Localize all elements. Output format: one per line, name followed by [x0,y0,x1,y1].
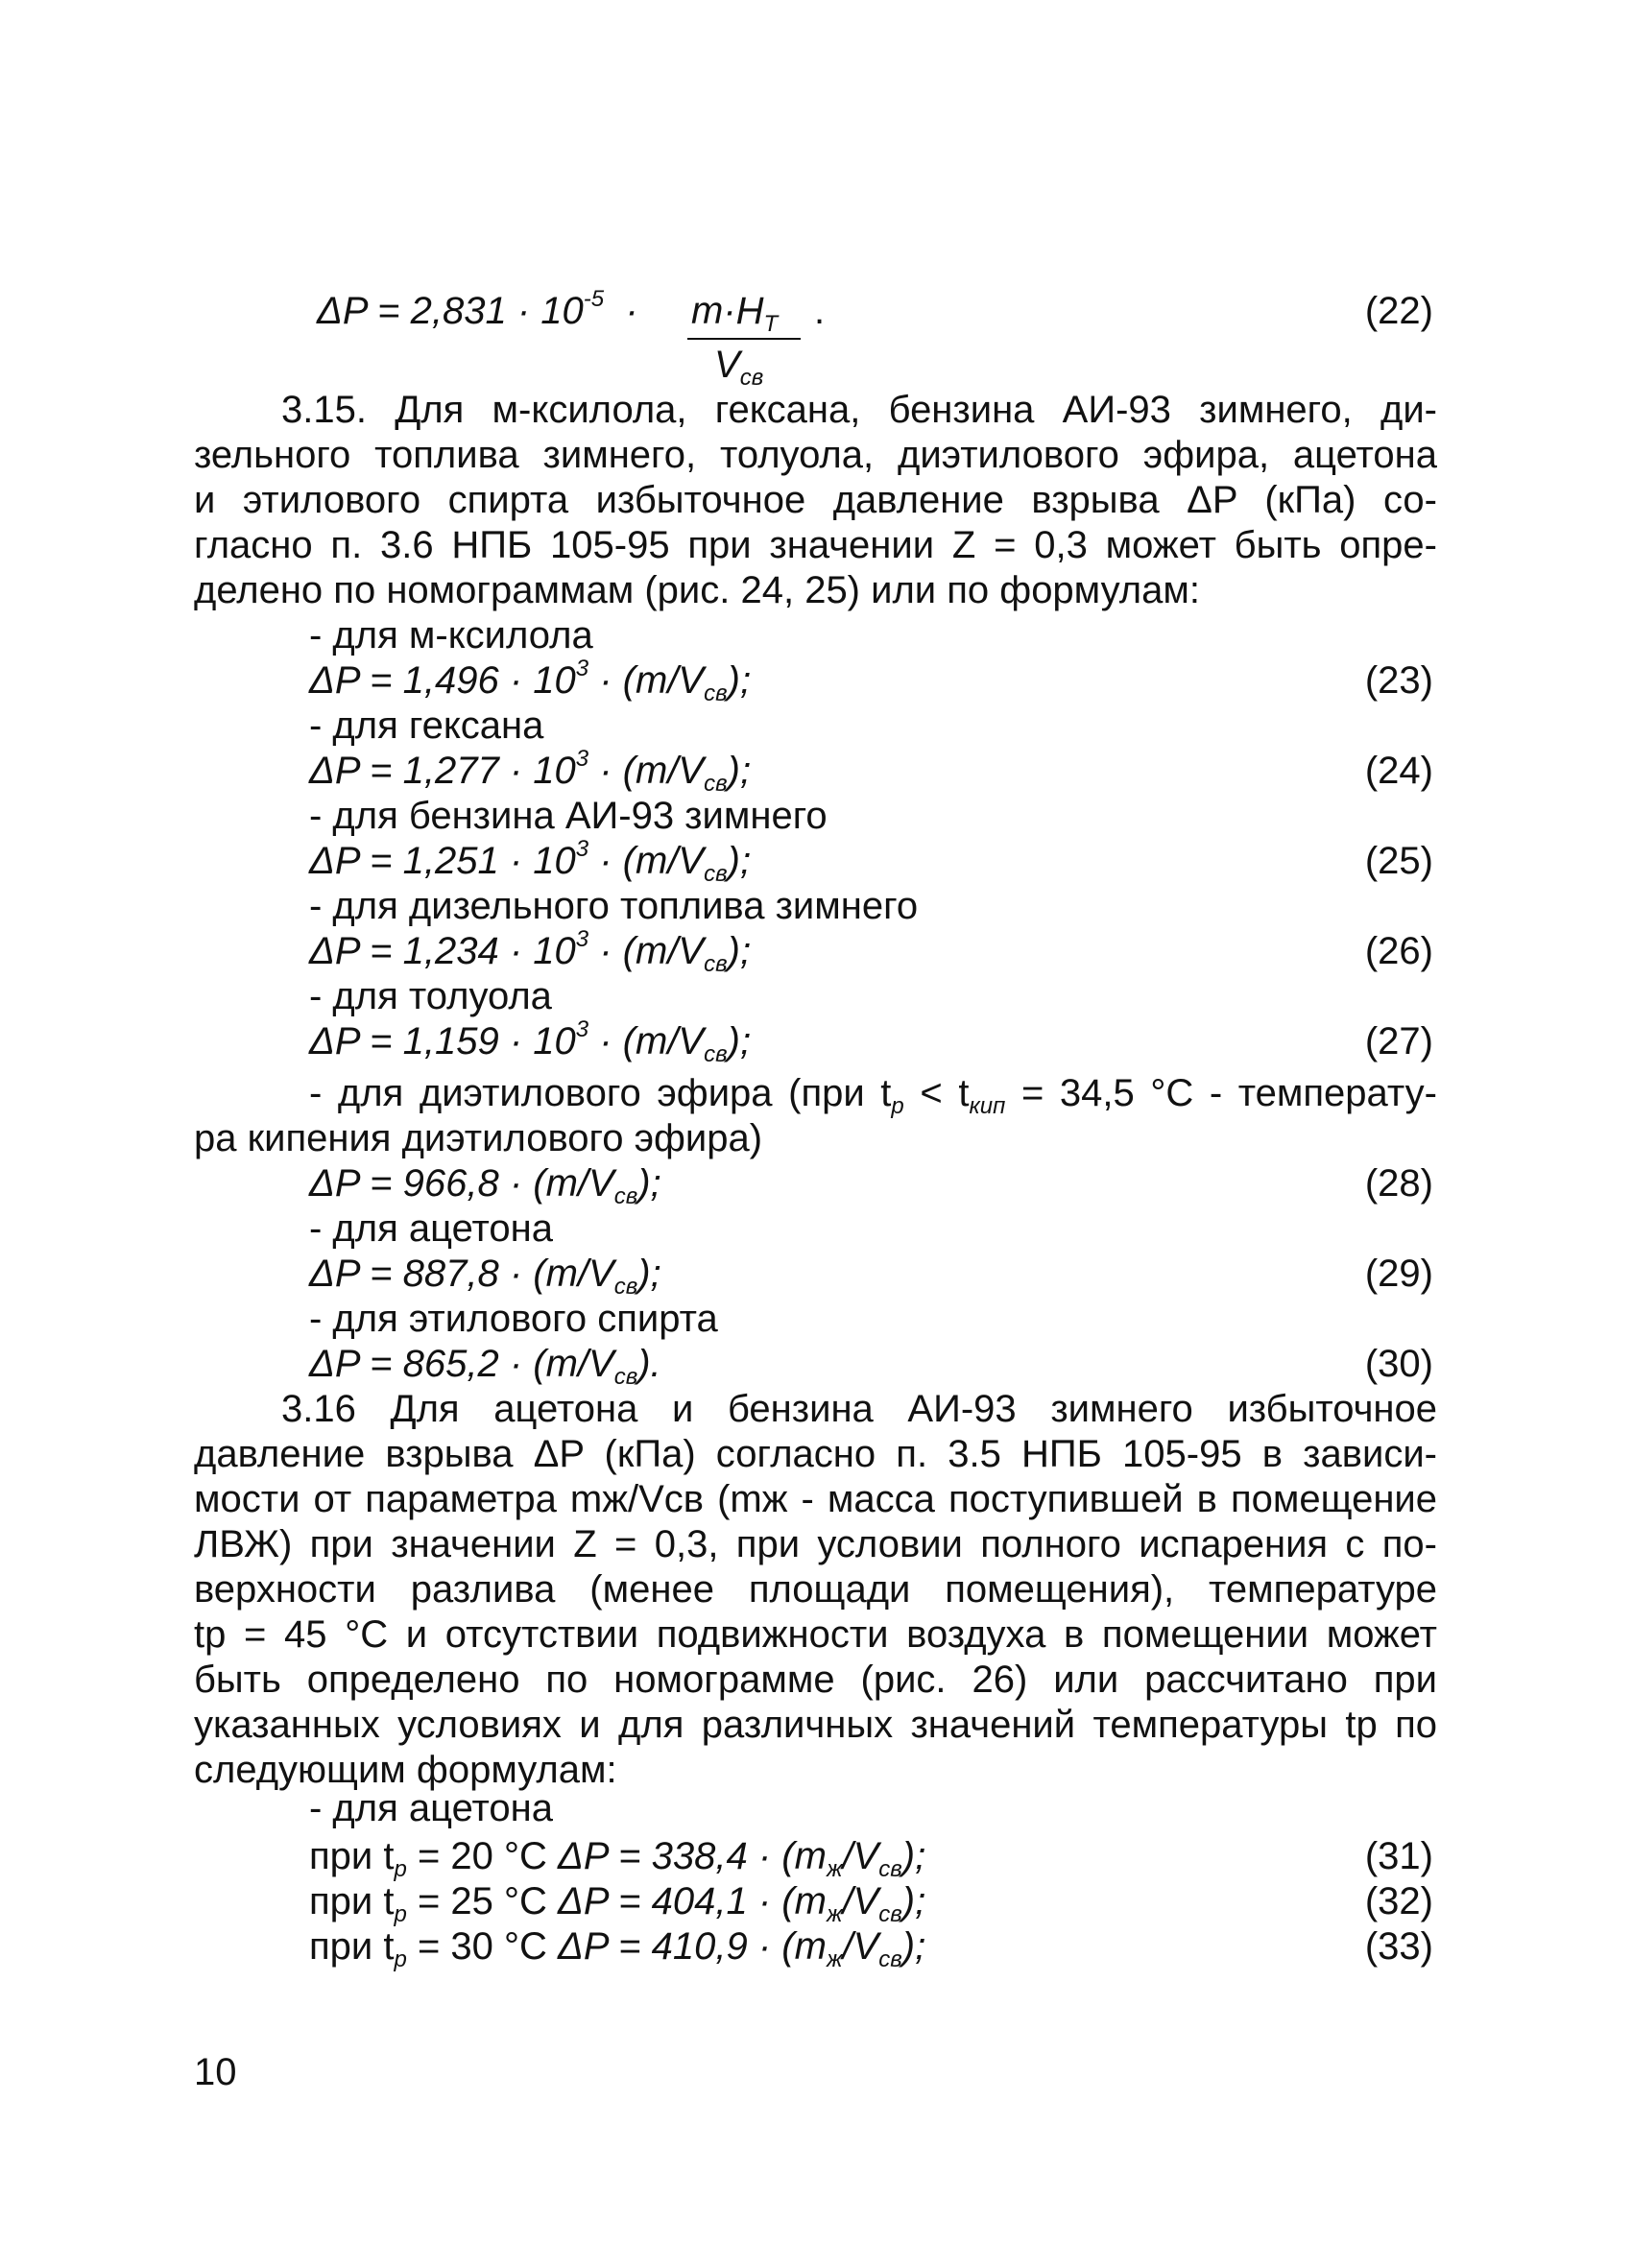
equation-formula [309,1016,752,1067]
p316-line-text: ЛВЖ) при значении Z = 0,3, при условии полного испарения с по- [194,1523,1437,1565]
equation-22 [0,288,1632,403]
acetone-pre: при t [309,1925,395,1968]
ether-lt: < t [903,1072,970,1114]
acetone-sub-p: р [394,1946,407,1972]
eq-rest: · (m/V [588,750,705,792]
acetone-sub-m: ж [826,1856,843,1882]
equation-28 [0,1160,1632,1209]
eq-sub: св [704,680,728,706]
eq-sub: св [613,1364,638,1390]
acetone-sub: св [878,1946,902,1972]
ether-sub-p: р [891,1093,904,1119]
eq-exp: 3 [575,656,589,681]
equation-number: (31) [1364,1835,1433,1877]
ether-line-2 [0,1115,1632,1161]
equation-row [0,926,1632,977]
acetone-slash: /V [842,1925,879,1968]
acetone-formula: ΔP = 404,1 · (m [558,1880,827,1922]
eq-end: ); [727,930,752,972]
p315-line-text: зельного топлива зимнего, толуола, диэтилового эфира, ацетона [194,434,1437,476]
eq22-dot: · [625,290,638,332]
p316-line-text: быть определено по номограмме (рис. 26) или рассчитано при [194,1659,1437,1701]
equation-number: (29) [1364,1253,1433,1295]
acetone-row [0,1923,1632,1970]
acetone-temp: = 25 °С [406,1880,559,1922]
p315-line-text: делено по номограммам (рис. 24, 25) или по формулам: [194,569,1200,611]
acetone-row [0,1878,1632,1927]
eq22-exp: -5 [583,286,605,312]
acetone-sub: св [878,1901,902,1927]
equation-row [0,746,1632,797]
p315-line-text: 3.15. Для м-ксилола, гексана, бензина АИ-93 зимнего, ди- [281,389,1437,431]
acetone-formula: ΔP = 410,9 · (m [558,1925,827,1968]
eq-lhs: ΔP = 1,251 · 10 [309,840,576,882]
acetone-temp: = 20 °С [406,1835,559,1877]
eq-end: ); [727,840,752,882]
acetone-slash: /V [842,1880,879,1922]
equation-row [0,836,1632,887]
eq-rest: · (m/V [588,659,705,702]
eq-end: ); [637,1253,661,1295]
item-label-text: - для ацетона [309,1207,553,1250]
eq-lhs: ΔP = 1,159 · 10 [309,1020,576,1062]
equation-row [0,1016,1632,1067]
eq-lhs: ΔP = 1,496 · 10 [309,659,576,702]
eq-end: ); [727,659,752,702]
p316-line [0,1386,1632,1432]
item-label-text: - для м-ксилола [309,614,593,657]
eq-end: ); [727,750,752,792]
item-label-text: - для этилового спирта [309,1298,718,1340]
p316-line [0,1611,1632,1658]
eq-lhs: ΔP = 865,2 · (m/V [309,1343,614,1385]
eq28-formula [309,1160,661,1209]
acetone-end: ); [901,1925,926,1968]
eq-lhs: ΔP = 1,277 · 10 [309,750,576,792]
acetone-slash: /V [842,1835,879,1877]
equation-number: (24) [1364,750,1433,792]
p315-line [0,477,1632,523]
fraction-bar [687,338,801,340]
eq-exp: 3 [575,836,589,862]
equation-number: (25) [1364,840,1433,882]
p315-line-text: гласно п. 3.6 НПБ 105-95 при значении Z = 0,3 может быть опре- [194,524,1437,566]
eq-sub: св [704,861,728,887]
equation-formula [309,1251,661,1300]
item-label [0,793,1632,839]
item-label [0,973,1632,1019]
equation-number: (27) [1364,1020,1433,1062]
acetone-sub-m: ж [826,1901,843,1927]
acetone-end: ); [901,1835,926,1877]
p316-line-text: указанных условиях и для различных значений температуры tр по [194,1704,1437,1746]
item-label [0,703,1632,749]
equation-number: (32) [1364,1880,1433,1922]
p316-line [0,1476,1632,1522]
equation-formula [309,926,752,977]
eq22-den-main: V [714,344,740,386]
p316-line [0,1702,1632,1748]
item-label-text: - для гексана [309,704,544,747]
item-label-text: - для бензина АИ-93 зимнего [309,795,828,837]
ether-l2: ра кипения диэтилового эфира) [194,1117,763,1159]
ether-sub-kip: кип [969,1093,1006,1119]
acetone-row [0,1833,1632,1882]
p315-line [0,387,1632,433]
ether-l1-end: = 34,5 °С - температу- [1005,1072,1438,1114]
eq28-f: ΔP = 966,8 · (m/V [309,1162,614,1205]
acetone-row-text [309,1923,925,1970]
eq-lhs: ΔP = 887,8 · (m/V [309,1253,614,1295]
eq-exp: 3 [575,926,589,952]
acetone-pre: при t [309,1835,395,1877]
eq-rest: · (m/V [588,930,705,972]
item-label [0,1206,1632,1252]
eq-end: ). [637,1343,661,1385]
equation-row [0,657,1632,704]
eq22-number: (22) [1364,290,1433,332]
eq-sub: св [704,771,728,797]
acetone-sub-p: р [394,1901,407,1927]
equation-formula [309,836,752,887]
acetone-pre: при t [309,1880,395,1922]
item-label-text: - для толуола [309,975,552,1017]
p316-line-text: следующим формулам: [194,1749,617,1791]
acetone-formula: ΔP = 338,4 · (m [558,1835,827,1877]
eq22-num-main: m·H [691,290,764,332]
p316-line-text: верхности разлива (менее площади помещения), температуре [194,1568,1437,1611]
equation-formula [309,1341,661,1390]
eq-lhs: ΔP = 1,234 · 10 [309,930,576,972]
p315-line [0,522,1632,568]
equation-row [0,1341,1632,1390]
acetone-sub: св [878,1856,902,1882]
p315-line [0,567,1632,613]
eq-rest: · (m/V [588,1020,705,1062]
ether-text [309,1070,1438,1119]
equation-number: (23) [1364,659,1433,702]
eq28-sub: св [613,1183,638,1209]
acetone-sub-p: р [394,1856,407,1882]
equation-formula [309,746,752,797]
equation-formula [309,657,751,704]
acetone-sub-m: ж [826,1946,843,1972]
acetone-temp: = 30 °С [406,1925,559,1968]
ether-line-1 [0,1070,1632,1119]
p315-line [0,432,1632,478]
item-label [0,1296,1632,1342]
eq-exp: 3 [575,746,589,772]
item-label-text: - для дизельного топлива зимнего [309,885,919,927]
eq28-number: (28) [1364,1162,1433,1205]
p315-line-text: и этилового спирта избыточное давление взрыва ΔP (кПа) со- [194,479,1437,521]
p316-line-text: 3.16 Для ацетона и бензина АИ-93 зимнего избыточное [281,1388,1437,1430]
equation-number: (30) [1364,1343,1433,1385]
item-label [0,883,1632,929]
ether-l1: - для диэтилового эфира (при t [309,1072,892,1114]
acetone-end: ); [901,1880,926,1922]
p316-line-text: tр = 45 °С и отсутствии подвижности воздуха в помещении может [194,1613,1437,1656]
acetone-row-text [309,1878,926,1927]
eq-sub: св [704,951,728,977]
eq-exp: 3 [575,1016,589,1042]
eq22-num-sub: T [763,311,779,337]
p316-line-text: давление взрыва ΔP (кПа) согласно п. 3.5 НПБ 105-95 в зависи- [194,1433,1437,1475]
acetone-label [0,1785,1632,1831]
p316-line [0,1657,1632,1703]
page-number: 10 [194,2051,237,2093]
equation-number: (26) [1364,930,1433,972]
eq-end: ); [727,1020,752,1062]
eq22-tail: . [814,290,826,332]
p316-line [0,1521,1632,1567]
equation-row [0,1251,1632,1300]
item-label [0,612,1632,658]
eq22-lhs: ΔP = 2,831 · 10 [317,290,584,332]
p316-line [0,1431,1632,1477]
eq-sub: св [704,1041,728,1067]
acetone-label-text: - для ацетона [309,1787,553,1829]
eq22-den-sub: св [739,365,764,391]
acetone-row-text [309,1833,926,1882]
eq22-fraction [672,288,816,403]
p316-line-text: мости от параметра mж/Vсв (mж - масса поступившей в помещение [194,1478,1437,1520]
eq22-numerator [691,288,779,337]
eq-sub: св [613,1274,638,1300]
equation-number: (33) [1364,1925,1433,1968]
p316-line [0,1566,1632,1612]
eq28-end: ); [637,1162,661,1205]
eq-rest: · (m/V [588,840,705,882]
eq22-denominator [714,342,764,391]
